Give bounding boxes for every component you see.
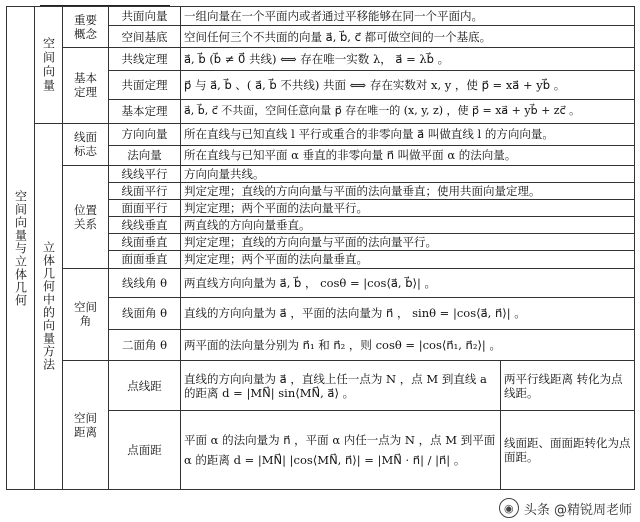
watermark xyxy=(499,498,632,518)
row-description: 判定定理；直线的方向向量与平面的法向量垂直；使用共面向量定理。 xyxy=(181,183,635,200)
row-description: 两直线的方向向量垂直。 xyxy=(181,217,635,234)
row-description: 直线的方向向量为 a⃗ ，直线上任一点为 N ，点 M 到直线 a 的距离 d = |MN⃗| sin⟨MN⃗, a⃗⟩ 。 xyxy=(181,361,501,411)
group-title: 位置关系 xyxy=(74,202,97,231)
row-description: a⃗, b⃗ (b⃗ ≠ 0⃗ 共线) ⟺ 存在唯一实数 λ， a⃗ = λb⃗ 。 xyxy=(181,48,635,71)
table-row xyxy=(7,48,635,71)
row-label: 面面平行 xyxy=(109,200,181,217)
row-description: 判定定理；两个平面的法向量平行。 xyxy=(181,200,635,217)
row-label: 线面角 θ xyxy=(109,297,181,329)
group-title-cell xyxy=(63,361,109,490)
row-label: 法向量 xyxy=(109,145,181,165)
row-description: 空间任何三个不共面的向量 a⃗, b⃗, c⃗ 都可做空间的一个基底。 xyxy=(181,26,635,48)
section-title-cell xyxy=(35,7,63,124)
row-description: p⃗ 与 a⃗, b⃗ 、( a⃗, b⃗ 不共线) 共面 ⟺ 存在实数对 x, y ，使 p⃗ = xa⃗ + yb⃗ 。 xyxy=(181,71,635,99)
row-description: 所在直线与已知直线 l 平行或重合的非零向量 a⃗ 叫做直线 l 的方向向量。 xyxy=(181,123,635,145)
row-description: 所在直线与已知平面 α 垂直的非零向量 n⃗ 叫做平面 α 的法向量。 xyxy=(181,145,635,165)
group-title: 重要概念 xyxy=(74,13,97,42)
group-title: 线面标志 xyxy=(74,130,97,159)
group-title: 空间距离 xyxy=(74,411,97,440)
group-title-cell xyxy=(63,165,109,268)
row-description: 方向向量共线。 xyxy=(181,165,635,182)
table-row xyxy=(7,123,635,145)
row-description: 判定定理；两个平面的法向量垂直。 xyxy=(181,251,635,268)
row-label: 线线角 θ xyxy=(109,268,181,297)
group-title-cell xyxy=(63,123,109,165)
table-row xyxy=(7,361,635,411)
row-label: 方向向量 xyxy=(109,123,181,145)
row-description: 平面 α 的法向量为 n⃗ ，平面 α 内任一点为 N ，点 M 到平面 α 的距离 d = |MN⃗| |cos⟨MN⃗, n⃗⟩| = |MN⃗ · n⃗| / |n⃗| 。 xyxy=(181,411,501,490)
main-category-title: 空间向量与立体几何 xyxy=(13,189,28,307)
main-category-cell xyxy=(7,7,35,490)
table-row xyxy=(7,7,635,26)
row-label: 面面垂直 xyxy=(109,251,181,268)
section-title-cell xyxy=(35,123,63,489)
group-title-cell xyxy=(63,7,109,48)
row-description: a⃗, b⃗, c⃗ 不共面，空间任意向量 p⃗ 存在唯一的 (x, y, z) ，使 p⃗ = xa⃗ + yb⃗ + zc⃗ 。 xyxy=(181,99,635,123)
row-label: 二面角 θ xyxy=(109,329,181,360)
row-note: 线面距、面面距转化为点面距。 xyxy=(501,411,635,490)
row-label: 线面垂直 xyxy=(109,234,181,251)
summary-table xyxy=(6,6,635,490)
row-label: 共面定理 xyxy=(109,71,181,99)
section-title-vectors: 空间向量 xyxy=(41,36,56,93)
row-label: 点面距 xyxy=(109,411,181,490)
watermark-logo-icon: ◉ xyxy=(499,498,519,518)
row-description: 直线的方向向量为 a⃗ ，平面的法向量为 n⃗ ， sinθ = |cos⟨a⃗, n⃗⟩| 。 xyxy=(181,297,635,329)
row-label: 共线定理 xyxy=(109,48,181,71)
row-label: 点线距 xyxy=(109,361,181,411)
row-note: 两平行线距离 转化为点线距。 xyxy=(501,361,635,411)
row-label: 线面平行 xyxy=(109,183,181,200)
row-description: 两直线方向向量为 a⃗, b⃗ ， cosθ = |cos⟨a⃗, b⃗⟩| 。 xyxy=(181,268,635,297)
row-label: 空间基底 xyxy=(109,26,181,48)
row-description: 一组向量在一个平面内或者通过平移能够在同一个平面内。 xyxy=(181,7,635,26)
row-label: 基本定理 xyxy=(109,99,181,123)
row-description: 判定定理；直线的方向向量与平面的法向量平行。 xyxy=(181,234,635,251)
table-row xyxy=(7,268,635,297)
watermark-text: 头条 @精锐周老师 xyxy=(523,502,632,518)
group-title: 空间角 xyxy=(74,300,97,329)
row-description: 两平面的法向量分别为 n⃗₁ 和 n⃗₂ ，则 cosθ = |cos⟨n⃗₁, n⃗₂⟩| 。 xyxy=(181,329,635,360)
group-title-cell xyxy=(63,268,109,361)
group-title: 基本定理 xyxy=(74,71,97,100)
table-row xyxy=(7,165,635,182)
group-title-cell xyxy=(63,48,109,123)
row-label: 线线平行 xyxy=(109,165,181,182)
row-label: 线线垂直 xyxy=(109,217,181,234)
row-label: 共面向量 xyxy=(109,7,181,26)
section-title-methods: 立体几何中的向量方法 xyxy=(41,241,56,372)
